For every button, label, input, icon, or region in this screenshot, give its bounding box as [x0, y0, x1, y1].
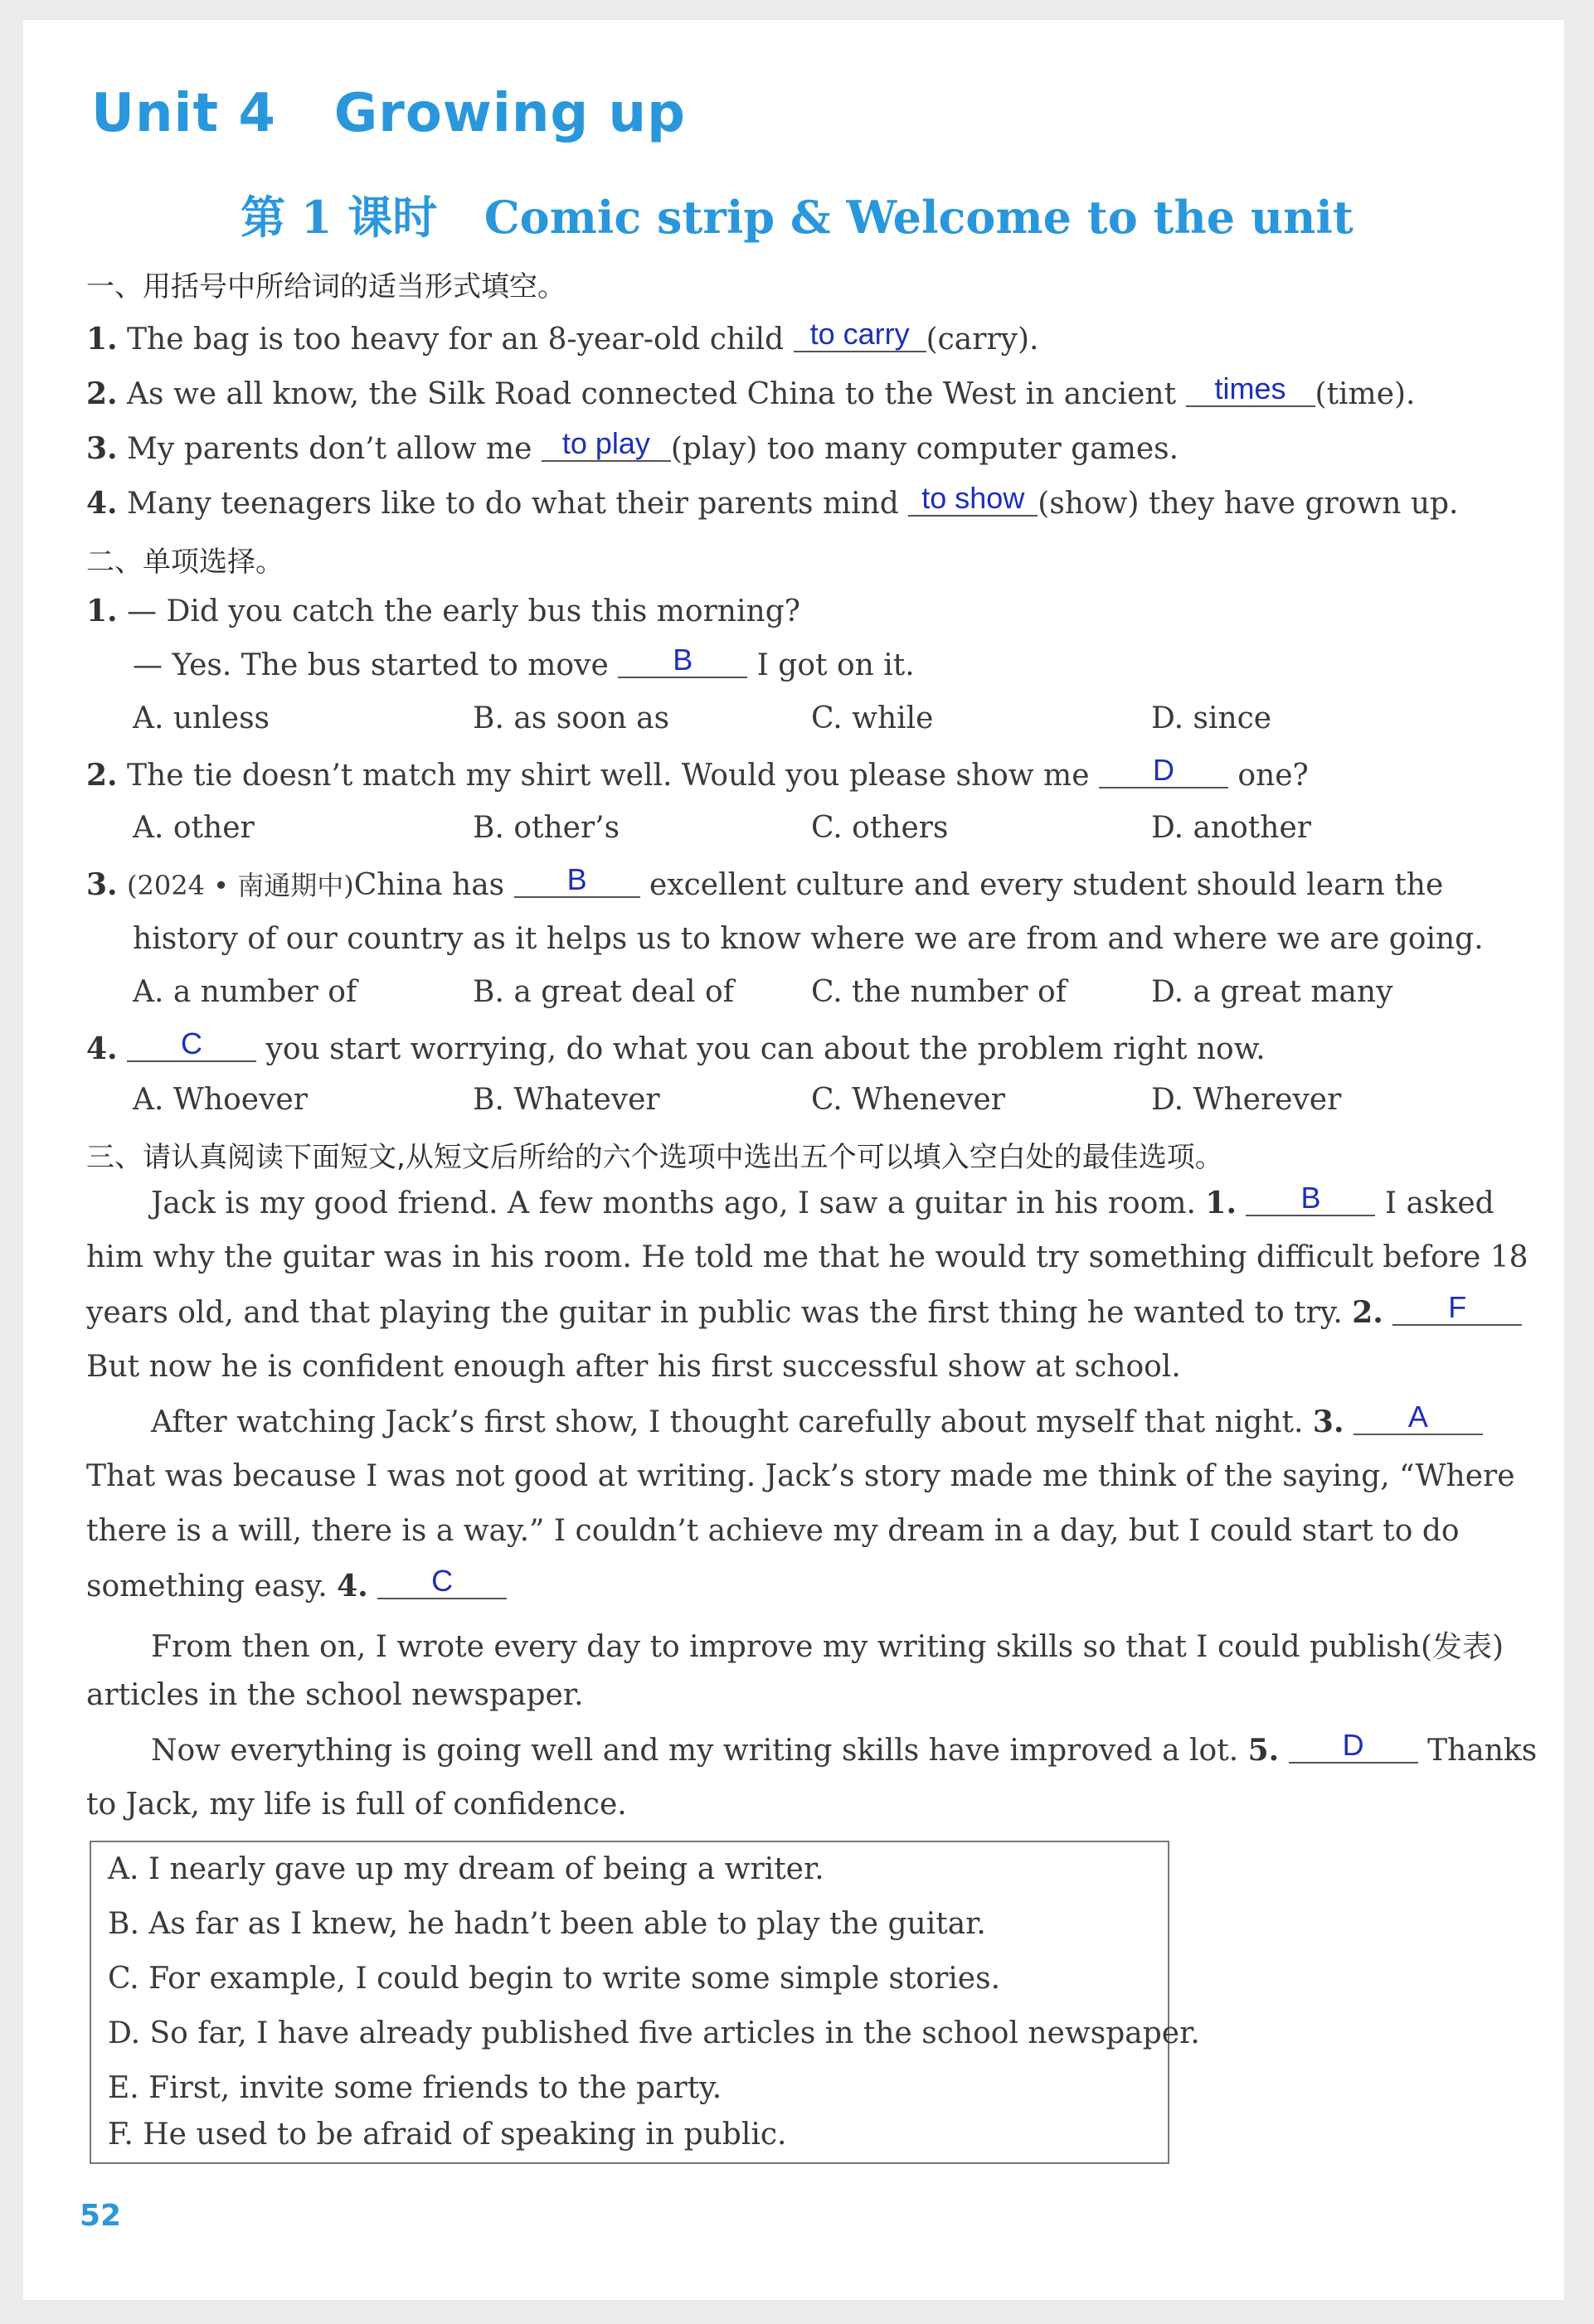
item-number: 4. [86, 1031, 118, 1066]
passage-line [151, 1181, 1494, 1221]
s2-q3-line2: history of our country as it helps us to know where we are from and where we are going. [133, 922, 1484, 956]
passage-text: Now everything is going well and my writing skills have improved a lot. [151, 1734, 1248, 1768]
blank-number: 1. [1205, 1186, 1237, 1220]
item-text: (play) too many computer games. [670, 432, 1179, 466]
passage-text: years old, and that playing the guitar in public was the first thing he wanted to try. [86, 1296, 1353, 1330]
option-a: A. other [133, 811, 255, 845]
s1-item-1 [86, 318, 1039, 361]
s1-item-4 [86, 483, 1459, 525]
option-c: C. others [811, 811, 949, 845]
answer-blank[interactable]: A [1353, 1400, 1483, 1435]
item-number: 1. [86, 594, 118, 628]
option-a: A. Whoever [133, 1083, 308, 1117]
blank-number: 2. [1352, 1295, 1383, 1330]
answer-blank[interactable]: B [1246, 1181, 1375, 1216]
item-text: one? [1227, 759, 1309, 793]
blank-number: 4. [337, 1569, 368, 1604]
passage-line: That was because I was not good at writing. Jack’s story made me think of the saying, “Where [86, 1459, 1515, 1493]
answer-blank[interactable]: C [127, 1027, 256, 1062]
option-b: B. Whatever [473, 1083, 660, 1117]
passage-line [86, 1290, 1491, 1331]
item-number: 3. [86, 431, 118, 466]
s2-q3-line1 [86, 864, 1491, 906]
passage-text: Thanks [1417, 1734, 1538, 1768]
item-number: 4. [86, 486, 118, 521]
blank-number: 5. [1247, 1733, 1280, 1768]
item-text: The tie doesn’t match my shirt well. Would you please show me [127, 759, 1099, 793]
option-b: B. a great deal of [473, 975, 734, 1009]
passage-text: something easy. [86, 1570, 338, 1604]
answer-blank[interactable]: to show [908, 482, 1038, 517]
option-d: D. a great many [1151, 975, 1393, 1009]
option-c: C. For example, I could begin to write some simple stories. [108, 1962, 1001, 1996]
option-d: D. since [1151, 701, 1272, 735]
item-number: 3. [86, 867, 118, 902]
options-box [90, 1841, 1200, 2164]
option-c: C. Whenever [811, 1083, 1005, 1117]
passage-text: Jack is my good friend. A few months ago, I saw a guitar in his room. [151, 1186, 1206, 1220]
item-text: Many teenagers like to do what their parents mind [127, 487, 909, 521]
passage-line [86, 1564, 1491, 1604]
option-c: C. the number of [811, 975, 1067, 1009]
item-text: — Did you catch the early bus this morning? [127, 594, 801, 628]
option-e: E. First, invite some friends to the party. [108, 2071, 722, 2105]
passage-line: But now he is confident enough after his first successful show at school. [86, 1350, 1181, 1384]
passage-line: From then on, I wrote every day to improve my writing skills so that I could publish(发表) [151, 1630, 1504, 1664]
item-number: 2. [86, 376, 118, 411]
option-a: A. unless [133, 701, 270, 735]
item-text: you start worrying, do what you can about the problem right now. [256, 1032, 1266, 1066]
option-d: D. another [1151, 811, 1311, 845]
item-text: The bag is too heavy for an 8-year-old child [127, 323, 794, 357]
unit-title: Unit 4 Growing up [91, 83, 686, 144]
item-text: I got on it. [747, 648, 915, 682]
answer-blank[interactable]: F [1392, 1291, 1522, 1326]
answer-blank[interactable]: times [1186, 372, 1315, 407]
s2-q1-line1 [86, 590, 800, 633]
s2-q1-line2 [133, 645, 915, 687]
option-b: B. As far as I knew, he hadn’t been able to play the guitar. [108, 1907, 986, 1941]
section2-heading: 二、单项选择。 [86, 546, 284, 579]
lesson-title: 第 1 课时 Comic strip & Welcome to the unit [241, 191, 1353, 244]
passage-line: articles in the school newspaper. [86, 1678, 584, 1712]
option-c: C. while [811, 701, 934, 735]
item-text: (time). [1315, 377, 1416, 411]
passage-text: After watching Jack’s first show, I thought carefully about myself that night. [151, 1405, 1313, 1439]
answer-blank[interactable]: to carry [794, 318, 926, 352]
item-number: 2. [86, 758, 118, 793]
item-text: As we all know, the Silk Road connected China to the West in ancient [127, 377, 1186, 411]
item-text: China has [353, 868, 514, 902]
answer-blank[interactable]: B [514, 863, 640, 898]
source-tag: (2024 • 南通期中) [127, 870, 354, 901]
item-text: — Yes. The bus started to move [133, 648, 619, 682]
blank-number: 3. [1312, 1405, 1344, 1439]
section3-heading: 三、请认真阅读下面短文,从短文后所给的六个选项中选出五个可以填入空白处的最佳选项。 [86, 1141, 1223, 1174]
s2-q2 [86, 754, 1309, 797]
passage-line: there is a will, there is a way.” I couldn’t achieve my dream in a day, but I could start to do [86, 1514, 1460, 1548]
answer-blank[interactable]: B [618, 643, 747, 678]
answer-blank[interactable]: D [1289, 1729, 1418, 1764]
passage-line: him why the guitar was in his room. He told me that he would try something difficult before 18 [86, 1240, 1528, 1274]
page-number: 52 [80, 2199, 122, 2233]
passage-line [151, 1400, 1491, 1440]
passage-line: to Jack, my life is full of confidence. [86, 1788, 627, 1822]
answer-blank[interactable]: C [377, 1565, 507, 1599]
option-a: A. I nearly gave up my dream of being a writer. [108, 1852, 824, 1886]
option-b: B. other’s [473, 811, 620, 845]
option-d: D. So far, I have already published five articles in the school newspaper. [108, 2016, 1200, 2050]
s2-q4 [86, 1028, 1266, 1070]
option-b: B. as soon as [473, 701, 670, 735]
section1-heading: 一、用括号中所给词的适当形式填空。 [86, 270, 566, 303]
item-text: (show) they have grown up. [1038, 487, 1459, 521]
item-number: 1. [86, 322, 118, 357]
s1-item-2 [86, 373, 1416, 415]
option-d: D. Wherever [1151, 1083, 1342, 1117]
option-a: A. a number of [133, 975, 357, 1009]
answer-blank[interactable]: to play [542, 427, 671, 462]
passage-line [151, 1728, 1538, 1768]
item-text: (carry). [926, 323, 1039, 357]
item-text: My parents don’t allow me [127, 432, 542, 466]
option-f: F. He used to be afraid of speaking in public. [108, 2118, 787, 2152]
s1-item-3 [86, 428, 1178, 470]
passage-text: I asked [1375, 1186, 1494, 1220]
answer-blank[interactable]: D [1099, 754, 1228, 788]
item-text: excellent culture and every student should learn the [639, 868, 1444, 902]
